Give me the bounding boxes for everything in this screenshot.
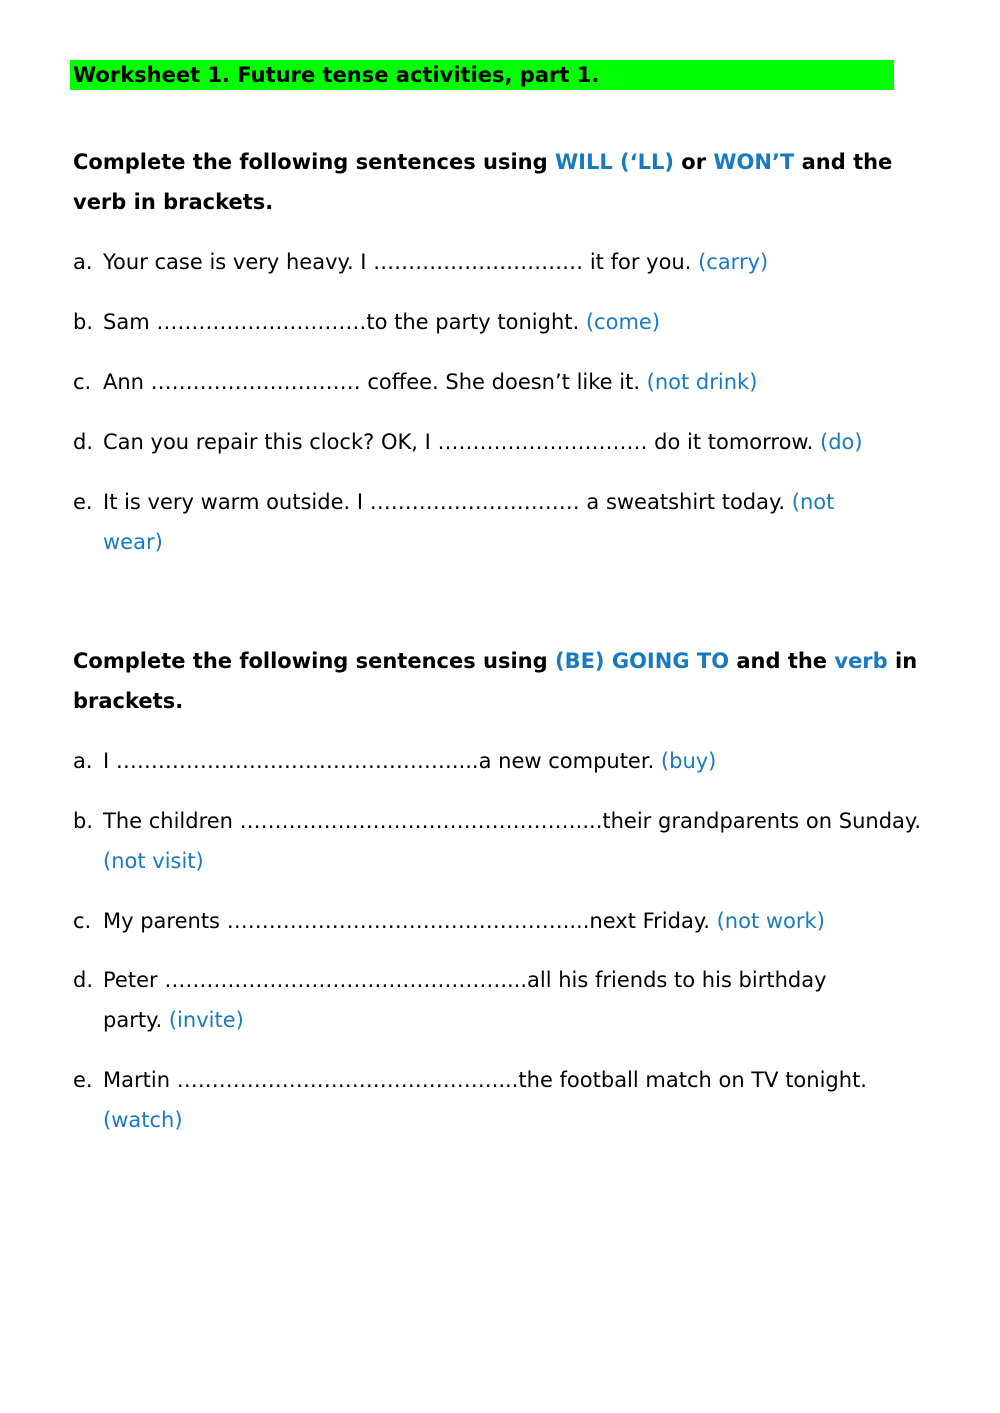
item-text: Peter <box>103 968 165 992</box>
verb-hint: (not wear) <box>103 490 835 554</box>
instr-keyword-verb: verb <box>834 649 888 673</box>
verb-hint: (watch) <box>103 1108 183 1132</box>
verb-hint: (come) <box>585 310 661 334</box>
item-letter: d. <box>73 968 94 992</box>
answer-blank[interactable]: …………………………………………. <box>115 749 459 773</box>
item-text: do it tomorrow. <box>647 430 821 454</box>
answer-blank[interactable]: ………………………… <box>369 490 580 514</box>
verb-hint: (do) <box>820 430 863 454</box>
item-text: The children <box>103 809 240 833</box>
item-letter: b. <box>73 809 94 833</box>
instr-text: in brackets. <box>73 649 918 713</box>
verb-hint: (invite) <box>168 1008 244 1032</box>
answer-blank[interactable]: ………………………… <box>150 370 361 394</box>
section2-item-a <box>73 741 963 781</box>
verb-hint: (not work) <box>716 909 825 933</box>
item-letter: d. <box>73 430 94 454</box>
instr-text: Complete the following sentences using <box>73 150 555 174</box>
section2-item-d <box>73 960 883 1040</box>
item-text: coffee. She doesn’t like it. <box>360 370 647 394</box>
item-text: ...the football match on TV tonight. <box>498 1068 867 1092</box>
item-letter: c. <box>73 909 92 933</box>
answer-blank[interactable]: ………………………… <box>373 250 584 274</box>
item-letter: c. <box>73 370 92 394</box>
item-letter: a. <box>73 749 93 773</box>
item-text: a sweatshirt today. <box>579 490 792 514</box>
item-letter: b. <box>73 310 94 334</box>
instr-keyword-will: WILL (‘LL) <box>554 150 674 174</box>
instr-text: or <box>673 150 714 174</box>
item-text: to the party tonight. <box>366 310 586 334</box>
item-text: Your case is very heavy. I <box>103 250 374 274</box>
item-text: Sam <box>103 310 157 334</box>
item-text: it for you. <box>583 250 699 274</box>
title-highlight <box>70 60 894 90</box>
section2-item-b <box>73 801 963 881</box>
section1-item-b <box>73 302 963 342</box>
item-letter: a. <box>73 250 93 274</box>
item-text: ...a new computer. <box>458 749 661 773</box>
item-text: Ann <box>103 370 151 394</box>
instr-text: and the <box>729 649 835 673</box>
answer-blank[interactable]: ………………………… <box>156 310 367 334</box>
section1-item-c <box>73 362 963 402</box>
item-text: My parents <box>103 909 227 933</box>
verb-hint: (not visit) <box>103 849 204 873</box>
section2-item-c <box>73 901 963 941</box>
worksheet-title: Worksheet 1. Future tense activities, part 1. <box>73 63 600 87</box>
item-letter: e. <box>73 1068 93 1092</box>
item-text: It is very warm outside. I <box>103 490 370 514</box>
section1-instructions <box>73 142 933 222</box>
instr-keyword-going-to: (BE) GOING TO <box>554 649 730 673</box>
item-text: Can you repair this clock? OK, I <box>103 430 438 454</box>
section2-item-e <box>73 1060 873 1140</box>
verb-hint: (not drink) <box>646 370 758 394</box>
item-text: I <box>103 749 116 773</box>
section2-instructions <box>73 641 933 721</box>
item-text: ...their grandparents on Sunday. <box>582 809 922 833</box>
section1-item-a <box>73 242 963 282</box>
answer-blank[interactable]: ………………………………………. <box>176 1068 499 1092</box>
answer-blank[interactable]: …………………………………………. <box>239 809 583 833</box>
answer-blank[interactable]: …………………………………………. <box>164 968 507 992</box>
verb-hint: (carry) <box>698 250 769 274</box>
instr-text: and the verb in brackets. <box>73 150 893 214</box>
instr-text: Complete the following sentences using <box>73 649 555 673</box>
verb-hint: (buy) <box>660 749 717 773</box>
item-letter: e. <box>73 490 93 514</box>
section1-item-e <box>73 482 873 562</box>
instr-keyword-wont: WON’T <box>713 150 795 174</box>
item-text: Martin <box>103 1068 177 1092</box>
answer-blank[interactable]: …………………………………………. <box>226 909 570 933</box>
answer-blank[interactable]: ………………………… <box>437 430 648 454</box>
section1-item-d <box>73 422 963 462</box>
item-text: ...next Friday. <box>569 909 717 933</box>
item-text: ...all his friends to his birthday party. <box>103 968 827 1032</box>
